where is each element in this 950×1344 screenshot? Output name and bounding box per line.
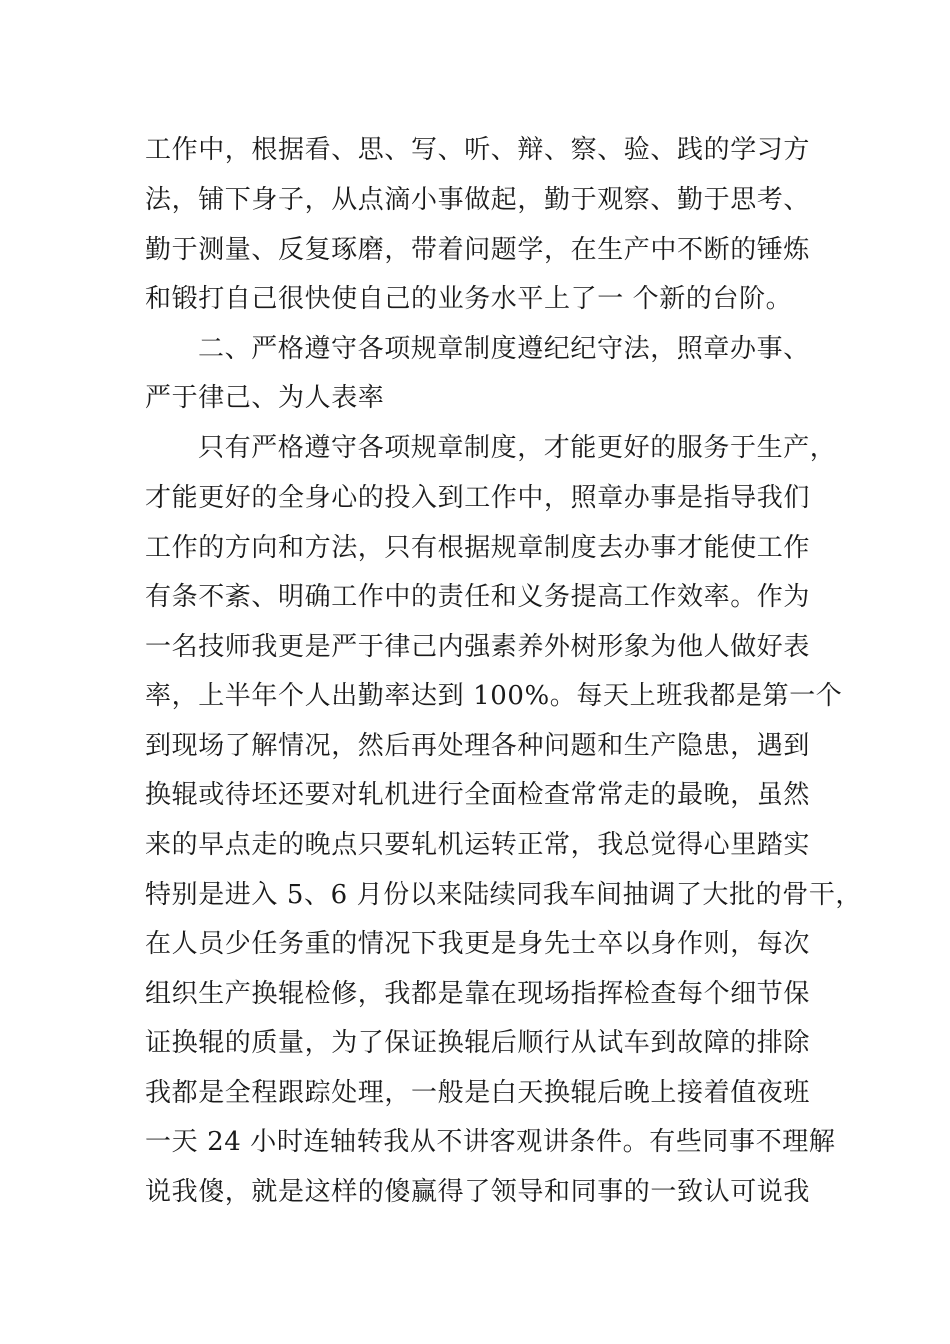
section-heading-line-2: 严于律己、为人表率 [145,383,385,413]
text-line-12: 率，上半年个人出勤率达到 100%。每天上班我都是第一个 [145,681,843,711]
text-line-15: 来的早点走的晚点只要轧机运转正常，我总觉得心里踏实 [145,830,811,860]
text-line-10: 有条不紊、明确工作中的责任和义务提高工作效率。作为 [145,582,811,612]
text-line-2: 法，铺下身子，从点滴小事做起，勤于观察、勤于思考、 [145,185,811,215]
text-line-1: 工作中，根据看、思、写、听、辩、察、验、践的学习方 [145,135,811,165]
text-line-13: 到现场了解情况，然后再处理各种问题和生产隐患，遇到 [145,731,811,761]
text-line-22: 说我傻，就是这样的傻赢得了领导和同事的一致认可说我 [145,1177,811,1207]
text-line-16: 特别是进入 5、6 月份以来陆续同我车间抽调了大批的骨干， [145,880,863,910]
text-line-14: 换辊或待坯还要对轧机进行全面检查常常走的最晚，虽然 [145,780,811,810]
text-line-3: 勤于测量、反复琢磨，带着问题学，在生产中不断的锤炼 [145,235,811,265]
text-line-9: 工作的方向和方法，只有根据规章制度去办事才能使工作 [145,533,811,563]
text-line-17: 在人员少任务重的情况下我更是身先士卒以身作则，每次 [145,929,811,959]
section-heading-line-1: 二、严格遵守各项规章制度遵纪纪守法，照章办事、 [198,334,810,364]
text-line-21: 一天 24 小时连轴转我从不讲客观讲条件。有些同事不理解 [145,1127,836,1157]
text-line-11: 一名技师我更是严于律己内强素养外树形象为他人做好表 [145,632,811,662]
text-line-7: 只有严格遵守各项规章制度，才能更好的服务于生产， [198,433,837,463]
text-line-20: 我都是全程跟踪处理，一般是白天换辊后晚上接着值夜班 [145,1078,811,1108]
text-line-19: 证换辊的质量，为了保证换辊后顺行从试车到故障的排除 [145,1028,811,1058]
text-line-18: 组织生产换辊检修，我都是靠在现场指挥检查每个细节保 [145,979,811,1009]
text-line-4: 和锻打自己很快使自己的业务水平上了一 个新的台阶。 [145,284,793,314]
text-line-8: 才能更好的全身心的投入到工作中，照章办事是指导我们 [145,483,811,513]
